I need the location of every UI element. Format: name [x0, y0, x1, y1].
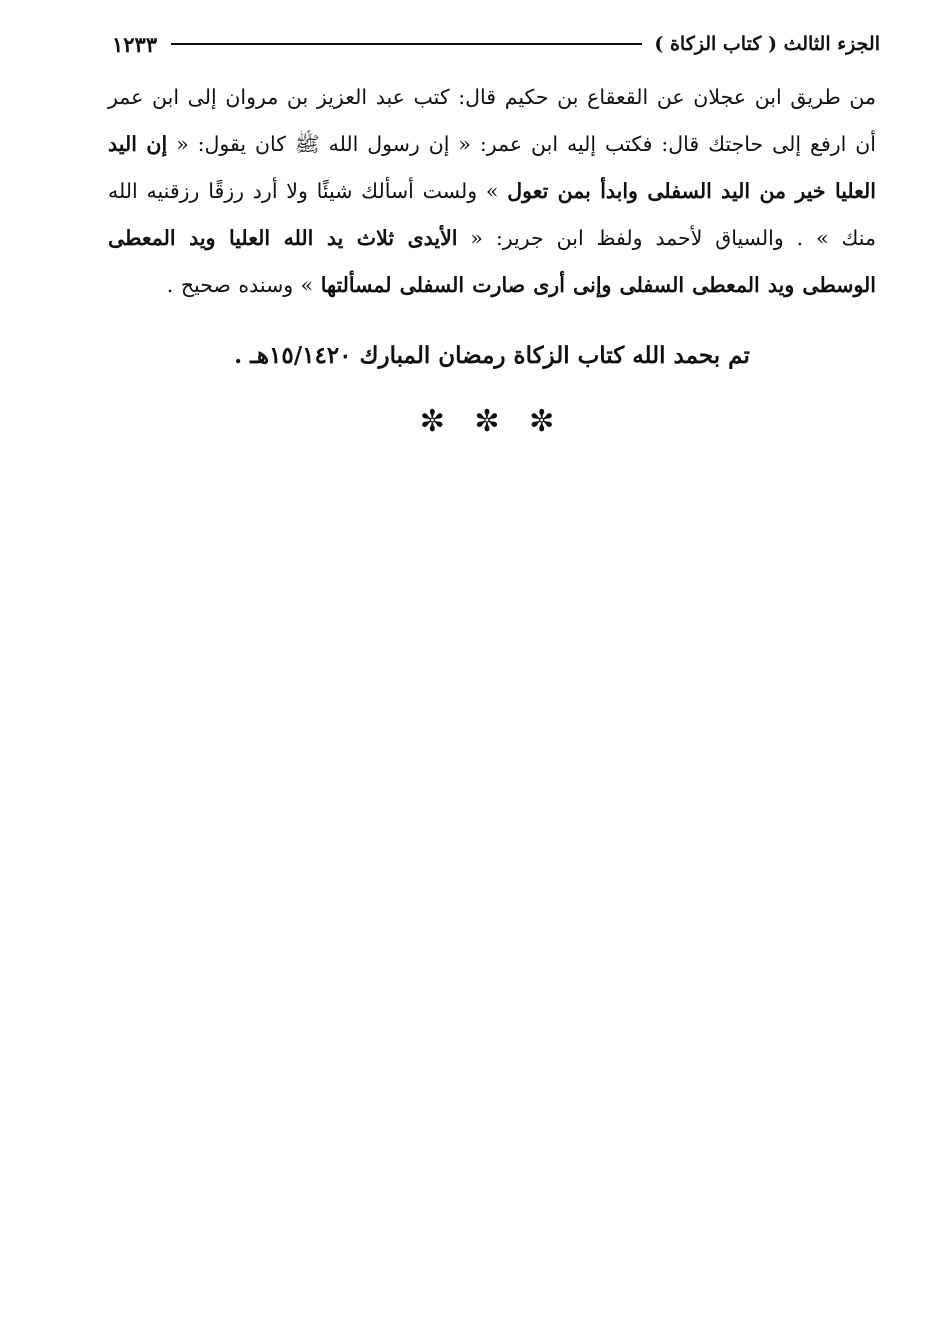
text-segment: » وسنده صحيح . — [166, 273, 314, 297]
hadith-quote: الأيدى ثلاث يد الله العليا ويد المعطى الوسطى ويد المعطى السفلى وإنى أرى صارت السفلى لمسألتها — [108, 226, 876, 297]
flower-star-icon: ✼ — [529, 404, 565, 439]
hadith-quote: إن اليد العليا خير من اليد السفلى وابدأ بمن تعول — [108, 132, 877, 203]
page-header — [112, 26, 880, 62]
text-segment: من طريق ابن عجلان عن القعقاع بن حكيم قال: كتب عبد العزيز بن مروان إلى ابن عمر أن ارفع إلى حاجتك قال: فكتب إليه ابن عمر: « إن رسول الله ﷺ كان يقول: « — [108, 85, 876, 156]
page-number: ١٢٣٣ — [112, 31, 158, 57]
section-ornament — [108, 402, 876, 442]
flower-star-icon: ✼ — [419, 404, 455, 439]
closing-statement: تم بحمد الله كتاب الزكاة رمضان المبارك ١٥/١٤٢٠هـ . — [234, 342, 750, 369]
text-segment: » ولست أسألك شيئًا ولا أرد رزقًا رزقنيه الله منك » . والسياق لأحمد ولفظ ابن جرير: « — [108, 179, 876, 250]
header-rule — [171, 43, 642, 45]
flower-star-icon: ✼ — [474, 404, 510, 439]
body-paragraph — [108, 74, 876, 309]
running-title: الجزء الثالث ( كتاب الزكاة ) — [654, 33, 880, 55]
